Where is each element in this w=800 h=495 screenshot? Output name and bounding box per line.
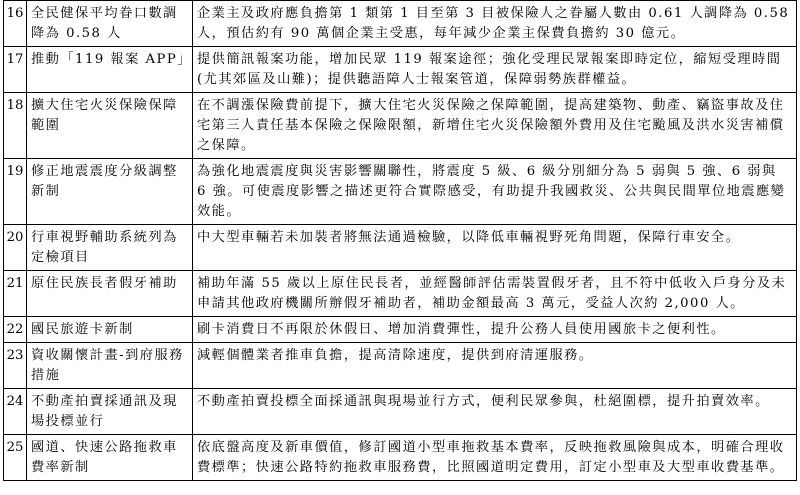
item-name: 不動產拍賣採通訊及現場投標並行 [27,389,193,435]
table-row [4,435,797,481]
item-name: 推動「119 報案 APP」 [27,47,193,93]
policy-table-body [4,1,797,481]
item-name: 行車視野輔助系統列為定檢項目 [27,225,193,271]
item-description: 企業主及政府應負擔第 1 類第 1 目至第 3 目被保險人之眷屬人數由 0.61 人調降為 0.58 人，預估約有 90 萬個企業主受惠，每年減少企業主保費負擔約 30 億元。 [193,1,797,47]
table-row [4,343,797,389]
item-name: 修正地震震度分級調整新制 [27,159,193,225]
table-row [4,271,797,317]
item-name: 資收關懷計畫-到府服務措施 [27,343,193,389]
row-number: 25 [4,435,27,481]
item-name: 擴大住宅火災保險保障範圍 [27,93,193,159]
table-row [4,317,797,343]
row-number: 23 [4,343,27,389]
row-number: 16 [4,1,27,47]
table-row [4,47,797,93]
item-description: 不動產拍賣投標全面採通訊與現場並行方式，便利民眾參與，杜絕圍標，提升拍賣效率。 [193,389,797,435]
row-number: 19 [4,159,27,225]
policy-table [3,0,797,481]
table-row [4,93,797,159]
item-description: 提供簡訊報案功能，增加民眾 119 報案途徑；強化受理民眾報案即時定位，縮短受理時間(尤其郊區及山難)；提供聽語障人士報案管道，保障弱勢族群權益。 [193,47,797,93]
row-number: 20 [4,225,27,271]
item-description: 刷卡消費日不再限於休假日、增加消費彈性，提升公務人員使用國旅卡之便利性。 [193,317,797,343]
item-description: 補助年滿 55 歲以上原住民長者，並經醫師評估需裝置假牙者，且不符中低收入戶身分及未申請其他政府機關所辦假牙補助者，補助金額最高 3 萬元，受益人次約 2,000 人。 [193,271,797,317]
row-number: 18 [4,93,27,159]
table-row [4,225,797,271]
item-description: 減輕個體業者推車負擔，提高清除速度，提供到府清運服務。 [193,343,797,389]
item-description: 中大型車輛若未加裝者將無法通過檢驗，以降低車輛視野死角問題，保障行車安全。 [193,225,797,271]
row-number: 22 [4,317,27,343]
table-row [4,389,797,435]
item-name: 全民健保平均眷口數調降為 0.58 人 [27,1,193,47]
row-number: 17 [4,47,27,93]
row-number: 24 [4,389,27,435]
item-description: 為強化地震震度與災害影響關聯性，將震度 5 級、6 級分別細分為 5 弱與 5 強、6 弱與 6 強。可使震度影響之描述更符合實際感受，有助提升我國救災、公共與民間單位地震應變效能。 [193,159,797,225]
item-name: 原住民族長者假牙補助 [27,271,193,317]
row-number: 21 [4,271,27,317]
item-description: 在不調漲保險費前提下，擴大住宅火災保險之保障範圍，提高建築物、動產、竊盜事故及住宅第三人責任基本保險之保險限額，新增住宅火災保險額外費用及住宅颱風及洪水災害補償之保障。 [193,93,797,159]
table-row [4,159,797,225]
table-row [4,1,797,47]
item-name: 國道、快速公路拖救車費率新制 [27,435,193,481]
item-name: 國民旅遊卡新制 [27,317,193,343]
item-description: 依底盤高度及新車價值，修訂國道小型車拖救基本費率，反映拖救風險與成本，明確合理收費標準；快速公路特約拖救車服務費，比照國道明定費用，訂定小型車及大型車收費基準。 [193,435,797,481]
